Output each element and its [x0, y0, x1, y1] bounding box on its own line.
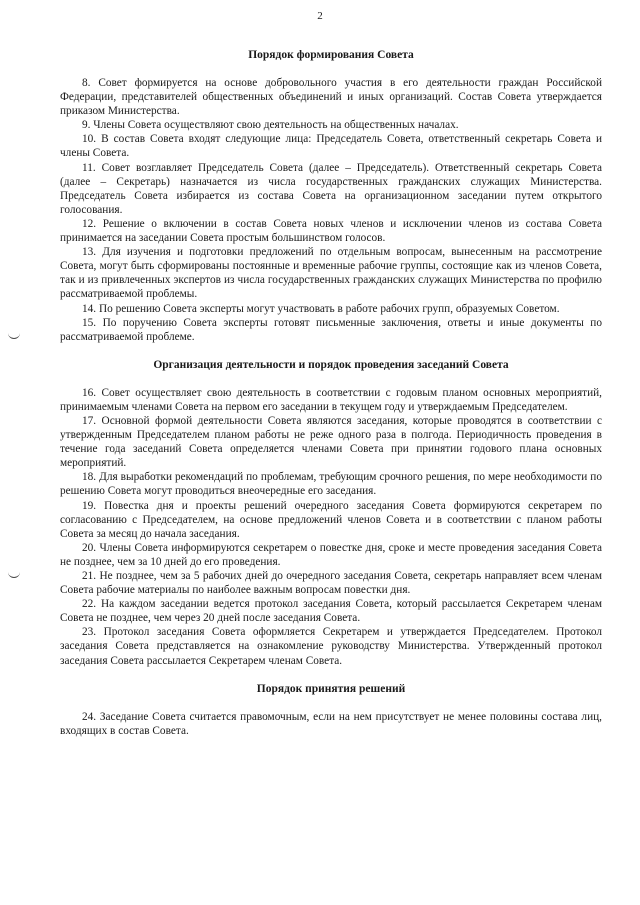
- section-decisions: [60, 682, 602, 738]
- paragraph: 24. Заседание Совета считается правомочным, если на нем присутствует не менее половины состава лиц, входящих в состав Совета.: [60, 710, 602, 737]
- binding-hole-mark: [8, 572, 20, 578]
- binding-hole-mark: [8, 333, 20, 339]
- paragraph: 17. Основной формой деятельности Совета являются заседания, которые проводятся в соответствии с утвержденным Председателем планом работы не реже одного раза в полгода. Периодичность проведения в течение года заседаний Совета определяется членами Совета при принятии годового плана основных мероприятий.: [60, 414, 602, 470]
- paragraph: 9. Члены Совета осуществляют свою деятельность на общественных началах.: [82, 119, 459, 132]
- section-heading: Порядок принятия решений: [256, 682, 406, 695]
- section-organization: [60, 358, 602, 668]
- paragraph: 23. Протокол заседания Совета оформляется Секретарем и утверждается Председателем. Протокол заседания Совета представляется на ознакомление руководству Министерства. Утвержденный протокол заседания Совета рассылается Секретарем членам Совета.: [60, 626, 602, 667]
- paragraph: 11. Совет возглавляет Председатель Совета (далее – Председатель). Ответственный секретарь Совета (далее – Секретарь) назначается из числа государственных гражданских служащих Министерства. Председатель Совета избирается из состава Совета на организационном заседании путем открытого голосования.: [60, 161, 602, 216]
- paragraph: 13. Для изучения и подготовки предложений по отдельным вопросам, вынесенным на рассмотрение Совета, могут быть сформированы постоянные и временные рабочие группы, состоящие как из членов Совета, так и из привлеченных экспертов из числа государственных гражданских служащих Министерства по профилю рассматриваемой проблемы.: [60, 246, 602, 301]
- section-heading: Порядок формирования Совета: [248, 49, 414, 61]
- paragraph: 12. Решение о включении в состав Совета новых членов и исключении членов из состава Совета принимается на заседании Совета простым большинством голосов.: [60, 217, 602, 245]
- paragraph: 8. Совет формируется на основе добровольного участия в его деятельности граждан Российской Федерации, представителей общественных объединений и иных организаций. Состав Совета утверждается приказом Министерства.: [60, 77, 602, 118]
- paragraph: 14. По решению Совета эксперты могут участвовать в работе рабочих групп, образуемых Советом.: [82, 302, 560, 315]
- paragraph: 22. На каждом заседании ведется протокол заседания Совета, который рассылается Секретарем членам Совета не позднее, чем через 20 дней после заседания Совета.: [60, 598, 602, 625]
- paragraph: 20. Члены Совета информируются секретарем о повестке дня, сроке и месте проведения заседания Совета не позднее, чем за 10 дней до его проведения.: [60, 541, 602, 568]
- paragraph: 15. По поручению Совета эксперты готовят письменные заключения, ответы и иные документы по рассматриваемой проблеме.: [60, 316, 602, 343]
- document-body: [60, 48, 602, 738]
- paragraph: 16. Совет осуществляет свою деятельность в соответствии с годовым планом основных мероприятий, принимаемым членами Совета на первом его заседании в текущем году и утверждаемым Председателем.: [60, 386, 602, 413]
- paragraph: 19. Повестка дня и проекты решений очередного заседания Совета формируются секретарем по согласованию с Председателем, на основе предложений членов Совета и в соответствии с планом работы Совета за месяц до начала заседания.: [60, 499, 602, 540]
- paragraph: 10. В состав Совета входят следующие лица: Председатель Совета, ответственный секретарь Совета и члены Совета.: [60, 133, 602, 160]
- paragraph: 18. Для выработки рекомендаций по проблемам, требующим срочного решения, по мере необходимости по решению Совета могут проводиться внеочередные его заседания.: [60, 471, 602, 498]
- section-heading: Организация деятельности и порядок проведения заседаний Совета: [153, 358, 509, 371]
- page-number: 2: [317, 10, 323, 22]
- section-formation: [60, 48, 602, 344]
- paragraph: 21. Не позднее, чем за 5 рабочих дней до очередного заседания Совета, секретарь направляет всем членам Совета рабочие материалы по наиболее важным вопросам повестки дня.: [60, 570, 602, 597]
